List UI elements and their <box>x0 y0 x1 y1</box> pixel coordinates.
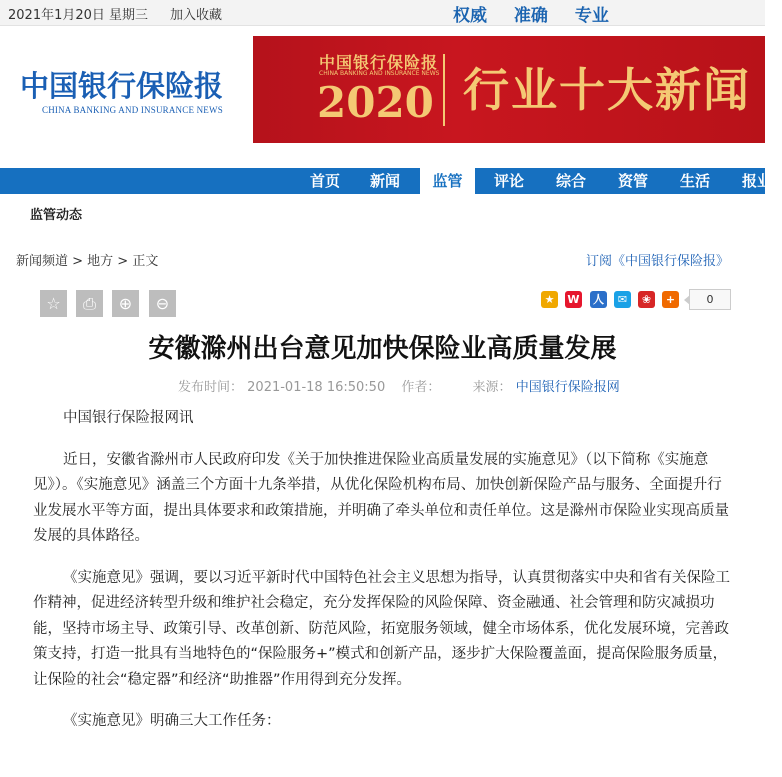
subnav-regulation-news[interactable]: 监管动态 <box>30 208 83 223</box>
logo-cn: 中国银行保险报 <box>20 69 224 103</box>
nav-life[interactable]: 生活 <box>679 172 710 190</box>
breadcrumb[interactable]: 新闻频道 > 地方 > 正文 <box>16 254 159 269</box>
meta-author-label: 作者： <box>401 380 441 395</box>
article-paragraph: 《实施意见》强调，要以习近平新时代中国特色社会主义思想为指导，认真贯彻落实中央和省有关保险工作精神，促进经济转型升级和维护社会稳定，充分发挥保险的风险保障、资金融通、社会管理和防灾减损功能，坚持市场主导、政策引导、改革创新、防范风险，拓宽服务领域，健全市场体系，优化发展环境，完善政策支持，打造一批具有当地特色的“保险服务+”模式和创新产品，逐步扩大保险覆盖面，提高保险服务质量，让保险的社会“稳定器”和经济“助推器”作用得到充分发挥。 <box>33 569 730 688</box>
top-bar <box>0 0 765 26</box>
share-qzone-icon[interactable]: ★ <box>541 291 558 308</box>
nav-home[interactable]: 首页 <box>309 172 340 190</box>
share-kaixin-icon[interactable]: ❀ <box>638 291 655 308</box>
nav-asset-management[interactable]: 资管 <box>617 172 648 190</box>
share-weibo-icon[interactable]: W <box>565 291 582 308</box>
share-count: 0 <box>689 289 731 310</box>
logo-en: CHINA BANKING AND INSURANCE NEWS <box>42 105 223 115</box>
current-date: 2021年1月20日 星期三 <box>8 8 149 23</box>
article-title: 安徽滁州出台意见加快保险业高质量发展 <box>148 334 617 364</box>
zoom-in-icon[interactable]: ⊕ <box>112 290 139 317</box>
banner-brand-en: CHINA BANKING AND INSURANCE NEWS <box>319 70 440 77</box>
meta-source[interactable]: 中国银行保险报网 <box>515 380 620 395</box>
add-favorite-link[interactable]: 加入收藏 <box>170 8 223 23</box>
meta-source-label: 来源： <box>472 380 512 395</box>
subscribe-link[interactable]: 订阅《中国银行保险报》 <box>586 254 730 269</box>
article-meta <box>178 376 620 395</box>
article-body <box>33 406 733 751</box>
slogan-2: 准确 <box>513 6 548 26</box>
meta-time: 2021-01-18 16:50:50 <box>247 380 386 395</box>
banner-divider <box>443 54 445 126</box>
nav-general[interactable]: 综合 <box>555 172 586 190</box>
article-paragraph: 《实施意见》明确三大工作任务： <box>63 713 281 729</box>
article-paragraph: 近日，安徽省滁州市人民政府印发《关于加快推进保险业高质量发展的实施意见》（以下简称《实施意见》）。《实施意见》涵盖三个方面十九条举措，从优化保险机构布局、加快创新保险产品与服务、全面提升行业发展水平等方面，提出具体要求和政策措施，并明确了牵头单位和责任单位。这是滁州市保险业实现高质量发展的具体路径。 <box>33 451 729 544</box>
share-more-icon[interactable]: + <box>662 291 679 308</box>
article-paragraph: 中国银行保险报网讯 <box>63 410 194 426</box>
meta-time-label: 发布时间： <box>178 380 244 395</box>
site-logo[interactable] <box>20 70 223 115</box>
nav-newspaper[interactable]: 报业 <box>741 172 772 190</box>
banner-headline: 行业十大新闻 <box>463 63 751 117</box>
favorite-star-icon[interactable]: ☆ <box>40 290 67 317</box>
nav-news[interactable]: 新闻 <box>369 172 400 190</box>
banner-brand: 中国银行保险报 <box>319 53 439 72</box>
nav-regulation[interactable]: 监管 <box>420 168 475 194</box>
zoom-out-icon[interactable]: ⊖ <box>149 290 176 317</box>
nav-comment[interactable]: 评论 <box>493 172 524 190</box>
slogan-1: 权威 <box>453 6 487 26</box>
share-tencent-icon[interactable]: ✉ <box>614 291 631 308</box>
main-nav <box>0 168 772 194</box>
share-renren-icon[interactable]: 人 <box>590 291 607 308</box>
banner-year: 2020 <box>317 78 434 127</box>
ad-banner[interactable] <box>253 36 765 143</box>
slogan-3: 专业 <box>574 6 609 26</box>
print-icon[interactable]: ⎙ <box>76 290 103 317</box>
slogans <box>453 1 630 26</box>
